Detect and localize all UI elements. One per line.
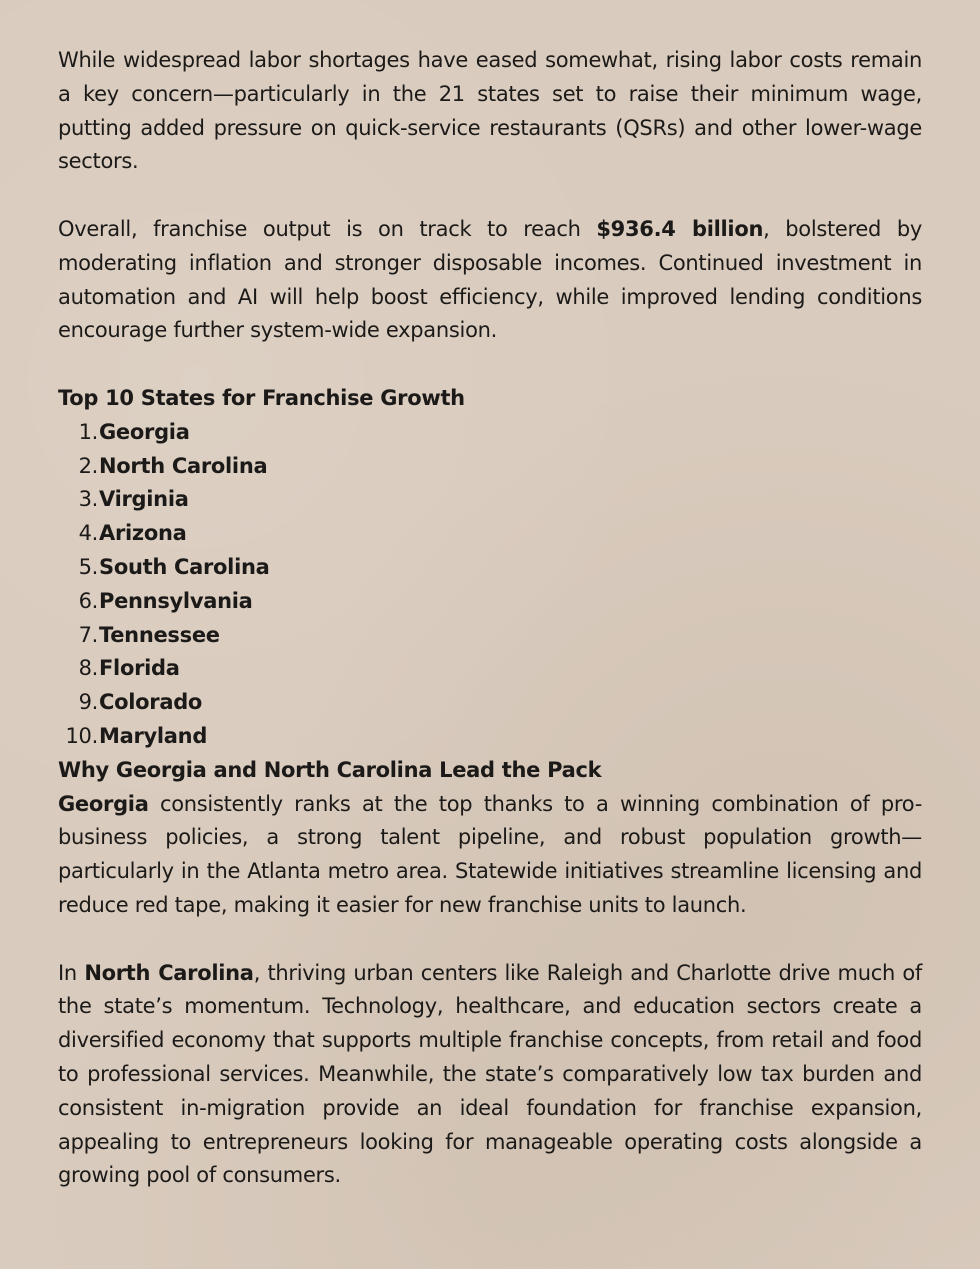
top-states-heading: Top 10 States for Franchise Growth bbox=[58, 385, 465, 410]
georgia-name: Georgia bbox=[58, 791, 149, 816]
north-carolina-paragraph bbox=[58, 957, 922, 1194]
top-states-list bbox=[58, 416, 922, 754]
list-item bbox=[58, 483, 922, 517]
list-item-state: Colorado bbox=[99, 690, 203, 715]
lead-heading: Why Georgia and North Carolina Lead the Pack bbox=[58, 757, 602, 782]
list-item-number: 2. bbox=[78, 453, 98, 478]
list-item bbox=[58, 585, 922, 619]
list-item-state: Maryland bbox=[99, 723, 208, 748]
list-item bbox=[58, 720, 922, 754]
paragraph-gap bbox=[58, 923, 922, 957]
nc-text: , thriving urban centers like Raleigh and Charlotte drive much of the state’s momentum. Technology, healthcare, and education sectors create a diversified economy that supports multiple franchise concepts, from retail and food to professional services. Meanwhile, the state’s comparatively low tax burden and consistent in-migration provide an ideal foundation for franchise expansion, appealing to entrepreneurs looking for manageable operating costs alongside a growing pool of consumers. bbox=[58, 960, 923, 1188]
list-item-state: South Carolina bbox=[99, 554, 270, 579]
list-item-number: 9. bbox=[78, 690, 98, 715]
list-item-number: 4. bbox=[78, 521, 98, 546]
georgia-text: consistently ranks at the top thanks to a winning combination of pro-business policies, a strong talent pipeline, and robust population growth—particularly in the Atlanta metro area. Statewide initiatives streamline licensing and reduce red tape, making it easier for new franchise units to launch. bbox=[58, 791, 922, 917]
output-text-end: , bolstered by moderating inflation and stronger disposable incomes. Continued investment in automation and AI will help boost efficiency, while improved lending conditions encourage further system-wide expansion. bbox=[58, 216, 922, 343]
list-item bbox=[58, 551, 922, 585]
list-item-number: 6. bbox=[78, 588, 98, 613]
list-item-state: Florida bbox=[99, 656, 180, 681]
list-item-number: 3. bbox=[78, 487, 98, 512]
document-page bbox=[58, 44, 922, 1193]
list-item bbox=[58, 517, 922, 551]
list-item-number: 8. bbox=[78, 656, 98, 681]
list-item-state: Georgia bbox=[99, 419, 190, 444]
output-figure: $936.4 billion bbox=[596, 216, 764, 241]
paragraph-gap bbox=[58, 179, 922, 213]
paragraph-gap bbox=[58, 348, 922, 382]
georgia-paragraph bbox=[58, 788, 922, 923]
output-paragraph bbox=[58, 213, 922, 348]
list-item-state: Tennessee bbox=[99, 622, 220, 647]
list-item-state: Virginia bbox=[99, 487, 189, 512]
list-item-state: North Carolina bbox=[99, 453, 268, 478]
north-carolina-name: North Carolina bbox=[84, 960, 254, 985]
labor-paragraph: While widespread labor shortages have eased somewhat, rising labor costs remain a key concern—particularly in the 21 states set to raise their minimum wage, putting added pressure on quick-service restaurants (QSRs) and other lower-wage sectors. bbox=[58, 48, 922, 174]
list-item bbox=[58, 686, 922, 720]
list-item-number: 5. bbox=[78, 554, 98, 579]
list-item bbox=[58, 416, 922, 450]
list-item bbox=[58, 619, 922, 653]
list-item-number: 7. bbox=[78, 622, 98, 647]
list-item-state: Pennsylvania bbox=[99, 588, 253, 613]
list-item-number: 1. bbox=[78, 419, 98, 444]
output-text-start: Overall, franchise output is on track to reach bbox=[58, 216, 597, 241]
list-item-state: Arizona bbox=[99, 521, 187, 546]
list-item-number: 10. bbox=[65, 723, 98, 748]
list-item bbox=[58, 652, 922, 686]
nc-text-start: In bbox=[58, 960, 85, 985]
list-item bbox=[58, 450, 922, 484]
